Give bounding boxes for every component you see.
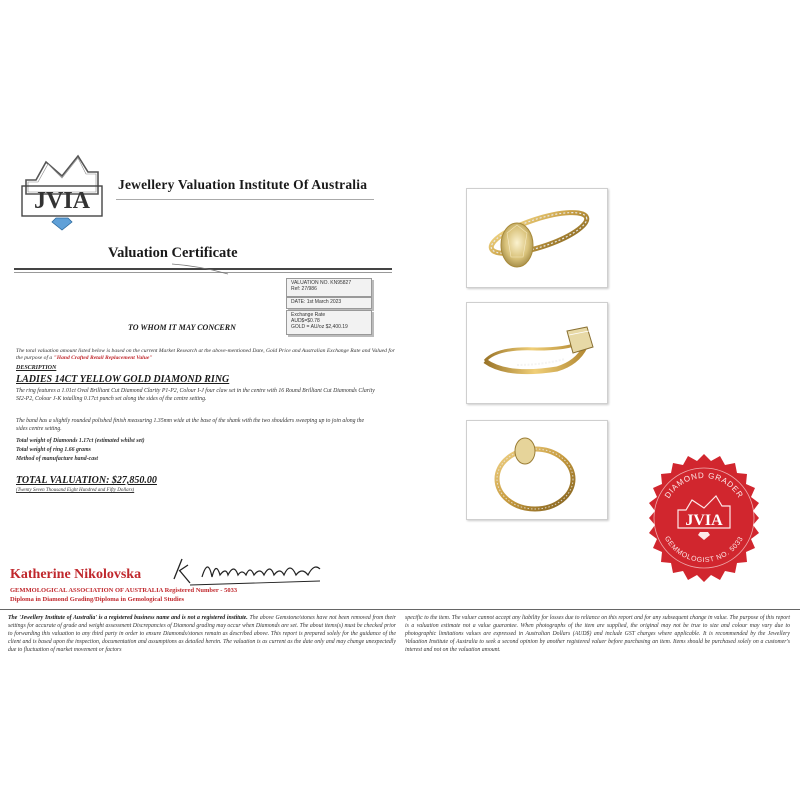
total-in-words: (Twenty Seven Thousand Eight Hundred and Fifty Dollars) [16,488,135,493]
diamond-icon [52,218,72,230]
valuer-association: GEMMOLOGICAL ASSOCIATION OF AUSTRALIA Registered Number - 5033 [10,587,238,594]
disclaimer-lead: The 'Jewellery Institute of Australia' is a registered business name and is not a registered institute. [8,615,248,621]
description-paragraph-1: The ring features a 1.01ct Oval Brilliant Cut Diamond Clarity P1-P2, Colour I-J four claw set in the centre with 16 Round Brilliant Cut Diamonds Clarity SI2-P2, Colour J-K totalling 0.17ct punch set along the sides of the centre setting. [16,388,375,402]
divider [0,609,800,610]
date-box [286,297,372,309]
logo-text: JVIA [33,188,91,214]
aud-rate: AUD$=$0.78 [291,318,320,324]
description-paragraph-2: The band has a slightly rounded polished finish measuring 1.35mm wide at the base of the shank with the two shoulders sweeping up to join along the sides centre setting. [16,418,365,432]
exchange-label: Exchange Rate [291,312,326,318]
item-title: LADIES 14CT YELLOW GOLD DIAMOND RING [16,374,230,385]
valuer-name: Katherine Nikolovska [10,567,142,582]
ring-photo-side [466,302,608,404]
ring-image [467,303,607,403]
diamond-grader-seal [638,452,770,584]
seal-top-text: DIAMOND GRADER [662,470,746,500]
salutation: TO WHOM IT MAY CONCERN [128,323,236,332]
disclaimer-body: The above Gemstone/stones have not been removed from their settings for accurate of grade and weight assessment Discrepancies of Diamond grading may occur when Diamonds are set. The about items(s) must be checked prior to forwarding this valuation to any third party in order to ensure Diamonds/stones remain as described above. This report is prepared solely for the guidance of the client and is based upon the inspection, documentation and assumptions as detailed herein. The valuation is as current as the date only and may change unexpectedly due to fluctuation of market movement or factors [8,615,396,653]
org-name: Jewellery Valuation Institute Of Australia [118,177,368,192]
swoosh-decoration [170,262,230,276]
valuation-ref-box [286,278,372,297]
seal-bottom-text: GEMMOLOGIST NO. 5033 [662,535,746,565]
ring-photo-front [466,188,608,288]
valuation-date: DATE: 1st March 2023 [291,299,342,305]
total-valuation: TOTAL VALUATION: $27,850.00 [16,475,157,486]
diamond-weight: Total weight of Diamonds 1.17ct (estimated whilst set) [16,438,145,444]
valuer-diploma: Diploma in Diamond Grading/Diploma in Gemological Studies [10,596,185,603]
reference: Ref: 27/986 [291,286,317,292]
valuation-purpose: "Hand Crafted Retail Replacement Value" [53,355,153,361]
ring-photo-top [466,420,608,520]
valuer-signature [170,553,330,591]
disclaimer-left [8,614,396,654]
valuation-number: VALUATION NO. KN95827 [291,280,352,286]
divider [116,199,374,200]
seal-center-text: JVIA [685,512,723,529]
intro-text [16,348,396,362]
disclaimer-right: specific to the item. The valuer cannot accept any liability for losses due to reliance on this report and for any subsequent change in value. The purpose of this report is a valuation estimate not a value guarantee. When photographs of the item are supplied, the original may not be true to size and colour may vary due to photographic limitations values are expressed in Australian Dollars (AUD$) and include GST charges where applicable. It is recommended by the Jewellery Valuation Institute of Australia to seek a second opinion by another registered valuer before purchasing an item. Items should be purchased solely on a customer's interest and not on the valuation amount. [405,615,790,653]
ring-image [467,421,607,519]
exchange-box [286,310,372,335]
jvia-logo [18,150,106,234]
certificate-title: Valuation Certificate [108,245,238,261]
intro-main: The total valuation amount listed below is based on the current Market Research at the above-mentioned Date, Gold Price and Australian Exchange Rate and Valued for the purpose of a [16,348,395,361]
ring-image [467,189,607,287]
gold-rate: GOLD = AU/oz $2,400.19 [291,324,348,330]
description-heading: DESCRIPTION [16,365,57,371]
ring-weight: Total weight of ring 1.66 grams [16,447,91,453]
manufacture-method: Method of manufacture hand-cast [16,456,98,462]
